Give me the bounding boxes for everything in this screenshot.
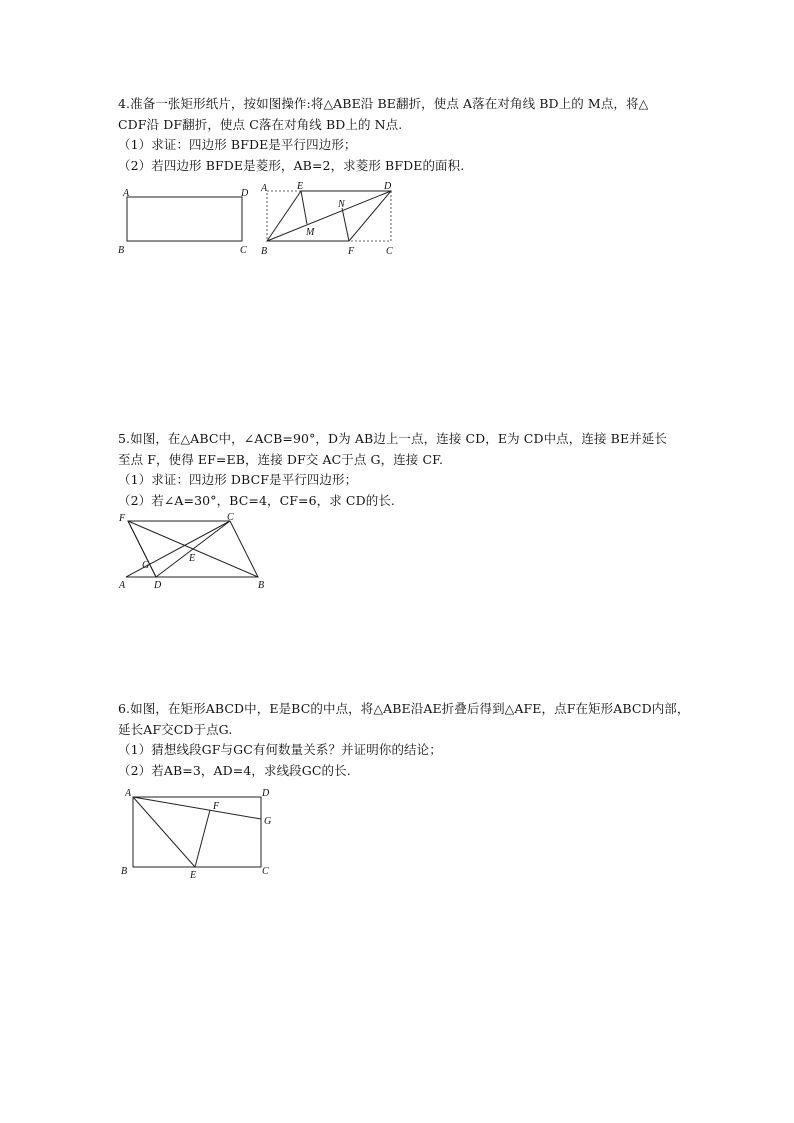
- label-C: C: [262, 866, 269, 877]
- problem-5-line-3: （1）求证：四边形 DBCF是平行四边形；: [118, 472, 358, 487]
- label-F: F: [119, 513, 126, 524]
- problem-5-line-2: 至点 F，使得 EF=EB，连接 DF交 AC于点 G，连接 CF.: [118, 451, 444, 467]
- label-G: G: [142, 560, 150, 571]
- problem-4-figure-folded: [258, 180, 398, 260]
- label-D: D: [154, 580, 162, 591]
- problem-5-line-4: （2）若∠A=30°，BC=4，CF=6，求 CD的长.: [118, 492, 395, 508]
- label-C: C: [227, 512, 234, 523]
- segment-cd: [156, 521, 230, 577]
- label-C: C: [240, 245, 247, 256]
- problem-5-figure: [116, 510, 272, 592]
- problem-4-figure-rectangle: [116, 184, 254, 258]
- problem-6-line-4: （2）若AB=3，AD=4，求线段GC的长.: [118, 762, 351, 778]
- label-B: B: [261, 246, 268, 257]
- label-F: F: [213, 801, 220, 812]
- label-M: M: [306, 227, 315, 238]
- label-D: D: [262, 788, 270, 799]
- label-A: A: [119, 580, 126, 591]
- label-G: G: [264, 816, 272, 827]
- segment-ae: [133, 797, 195, 867]
- label-D: D: [384, 181, 392, 192]
- segment-fn: [342, 208, 349, 241]
- label-C: C: [386, 246, 393, 257]
- problem-4-line-1: 4.准备一张矩形纸片，按如图操作:将△ABE沿 BE翻折，使点 A落在对角线 BD上的 M点，将△: [118, 96, 649, 111]
- problem-6-figure: [116, 784, 278, 882]
- problem-4: [118, 94, 708, 176]
- label-A: A: [261, 183, 268, 194]
- label-F: F: [348, 246, 355, 257]
- problem-4-line-4: （2）若四边形 BFDE是菱形，AB=2，求菱形 BFDE的面积.: [118, 157, 465, 173]
- problem-6-line-2: 延长AF交CD于点G.: [118, 721, 233, 737]
- label-B: B: [118, 245, 125, 256]
- label-A: A: [125, 788, 132, 799]
- problem-5: [118, 429, 708, 511]
- segment-ef: [195, 810, 210, 867]
- problem-4-line-2: CDF沿 DF翻折，使点 C落在对角线 BD上的 N点.: [118, 116, 403, 132]
- label-D: D: [241, 188, 249, 199]
- problem-4-line-3: （1）求证：四边形 BFDE是平行四边形；: [118, 137, 357, 152]
- problem-6-line-3: （1）猜想线段GF与GC有何数量关系？并证明你的结论；: [118, 742, 442, 757]
- label-E: E: [190, 870, 197, 881]
- problem-6-line-1: 6.如图，在矩形ABCD中，E是BC的中点，将△ABE沿AE折叠后得到△AFE，点F在矩形ABCD内部，: [118, 701, 690, 716]
- label-B: B: [121, 866, 128, 877]
- problem-6: [118, 699, 708, 781]
- segment-em: [301, 191, 307, 224]
- label-E: E: [189, 553, 196, 564]
- problem-5-line-1: 5.如图，在△ABC中，∠ACB=90°，D为 AB边上一点，连接 CD，E为 CD中点，连接 BE并延长: [118, 431, 667, 446]
- rectangle-abcd: [127, 197, 242, 241]
- label-E: E: [297, 181, 304, 192]
- label-A: A: [123, 188, 130, 199]
- label-N: N: [338, 199, 345, 210]
- label-B: B: [258, 580, 265, 591]
- diagonal-bd: [267, 191, 391, 241]
- segment-ag: [133, 797, 261, 819]
